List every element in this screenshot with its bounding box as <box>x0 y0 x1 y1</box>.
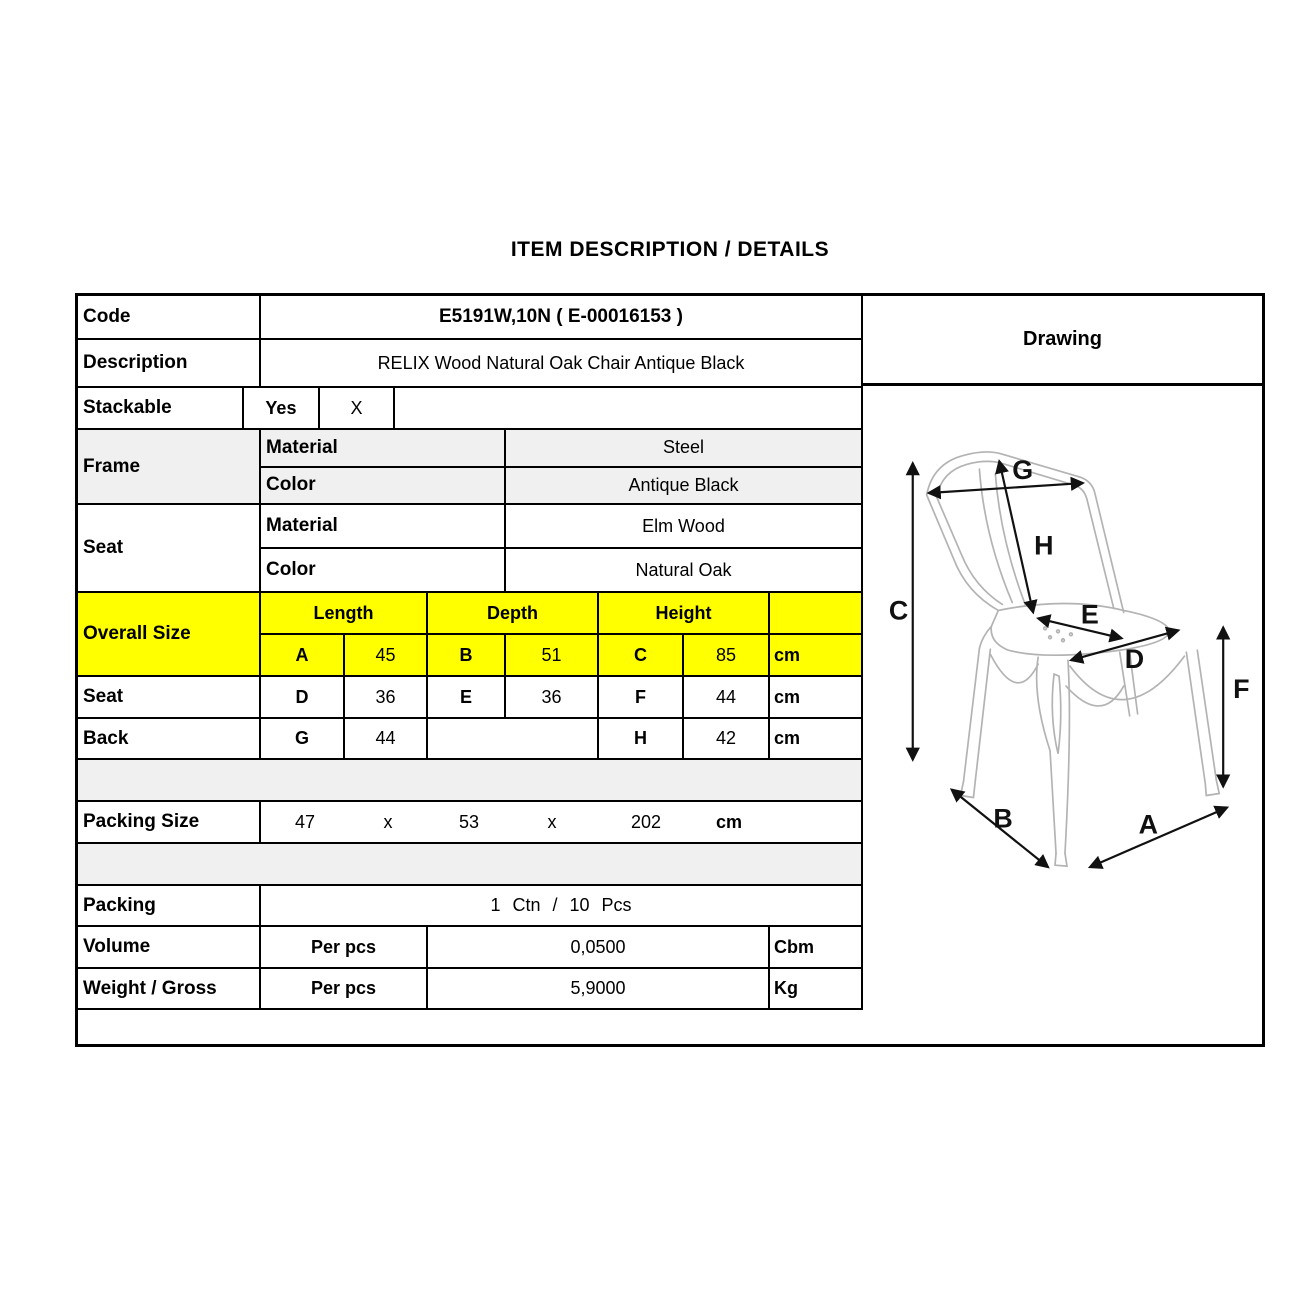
page-title: ITEM DESCRIPTION / DETAILS <box>510 238 830 261</box>
stackable-yes-label: Yes <box>244 388 320 428</box>
packing-size-sep2: x <box>547 811 557 832</box>
seat-material-value: Elm Wood <box>642 515 725 536</box>
seat-dims-label: Seat <box>78 677 261 717</box>
table-row-stackable <box>78 388 861 430</box>
empty-bottom-row <box>78 1010 1262 1044</box>
length-header: Length <box>261 593 428 633</box>
dim-value-g: 44 <box>345 719 428 758</box>
packing-size-sep1: x <box>383 811 393 832</box>
volume-per-label: Per pcs <box>261 927 428 967</box>
dim-label-b: B <box>993 803 1013 834</box>
dim-key-b: B <box>428 635 506 675</box>
dim-value-f: 44 <box>684 677 770 717</box>
seat-color-value: Natural Oak <box>635 559 732 580</box>
volume-value: 0,0500 <box>428 927 770 967</box>
table-row-back-dims <box>78 719 861 760</box>
weight-label: Weight / Gross <box>78 969 261 1008</box>
overall-size-unit: cm <box>774 644 801 665</box>
packing-size-width: 47 <box>294 811 316 832</box>
dim-key-c: C <box>599 635 684 675</box>
table-row-spacer-1 <box>78 760 861 802</box>
frame-label: Frame <box>78 430 261 503</box>
weight-per-label: Per pcs <box>261 969 428 1008</box>
frame-color-row <box>261 468 861 504</box>
table-row-seat-dims <box>78 677 861 719</box>
overall-size-values-row <box>261 635 861 675</box>
weight-value: 5,9000 <box>428 969 770 1008</box>
dim-value-e: 36 <box>506 677 599 717</box>
dim-key-f: F <box>599 677 684 717</box>
dim-label-c: C <box>888 595 909 626</box>
drawing-panel <box>861 296 1262 1010</box>
dim-key-e: E <box>428 677 506 717</box>
dim-label-f: F <box>1233 673 1250 704</box>
dim-label-h: H <box>1034 530 1054 561</box>
seat-color-label: Color <box>261 549 506 591</box>
back-dims-unit: cm <box>774 728 801 748</box>
table-row-description <box>78 340 861 388</box>
code-value: E5191W,10N ( E-00016153 ) <box>439 306 683 327</box>
overall-size-header-empty <box>770 593 861 633</box>
table-row-spacer-2 <box>78 844 861 886</box>
stackable-empty-cell <box>395 388 861 428</box>
dim-value-b: 51 <box>506 635 599 675</box>
dim-label-a: A <box>1138 809 1159 840</box>
packing-size-label: Packing Size <box>78 802 261 842</box>
seat-material-label: Material <box>261 505 506 547</box>
frame-material-row <box>261 430 861 468</box>
packing-size-height: 202 <box>630 811 662 832</box>
packing-label: Packing <box>78 886 261 925</box>
dim-value-h: 42 <box>684 719 770 758</box>
dim-label-e: E <box>1080 599 1099 630</box>
code-label: Code <box>78 296 261 338</box>
table-row-packing-size <box>78 802 861 844</box>
seat-material-row <box>261 505 861 549</box>
stackable-yes-mark: X <box>320 388 395 428</box>
dimension-arrows <box>913 461 1227 867</box>
spec-table-main <box>78 296 861 1010</box>
overall-size-label: Overall Size <box>78 593 261 675</box>
frame-material-label: Material <box>261 430 506 466</box>
table-block-seat <box>78 505 861 593</box>
table-row-packing <box>78 886 861 927</box>
frame-color-label: Color <box>261 468 506 504</box>
overall-size-header-row <box>261 593 861 635</box>
table-row-code <box>78 296 861 340</box>
drawing-header: Drawing <box>863 296 1262 386</box>
dim-key-a: A <box>261 635 345 675</box>
table-block-frame <box>78 430 861 505</box>
weight-unit: Kg <box>774 978 798 998</box>
back-dims-empty-cell <box>428 719 599 758</box>
chair-dimension-drawing <box>863 386 1262 1008</box>
height-header: Height <box>599 593 770 633</box>
seat-color-row <box>261 549 861 591</box>
seat-label: Seat <box>78 505 261 591</box>
volume-unit: Cbm <box>774 936 814 957</box>
table-row-weight <box>78 969 861 1010</box>
packing-value: 1 Ctn / 10 Pcs <box>490 895 632 915</box>
stackable-label: Stackable <box>78 388 244 428</box>
frame-color-value: Antique Black <box>628 474 739 495</box>
table-block-overall-size <box>78 593 861 677</box>
dim-key-d: D <box>261 677 345 717</box>
dim-key-h: H <box>599 719 684 758</box>
spec-table <box>75 293 1265 1047</box>
back-dims-label: Back <box>78 719 261 758</box>
packing-size-value <box>261 802 861 842</box>
depth-header: Depth <box>428 593 599 633</box>
dim-label-g: G <box>1012 455 1034 486</box>
dim-value-c: 85 <box>684 635 770 675</box>
dim-label-d: D <box>1124 644 1145 675</box>
dim-value-d: 36 <box>345 677 428 717</box>
frame-material-value: Steel <box>662 437 705 458</box>
dim-value-a: 45 <box>345 635 428 675</box>
seat-dims-unit: cm <box>774 686 801 707</box>
description-label: Description <box>78 340 261 386</box>
packing-size-unit: cm <box>715 811 742 832</box>
packing-size-depth: 53 <box>458 811 480 832</box>
description-value: RELIX Wood Natural Oak Chair Antique Black <box>377 352 745 373</box>
dim-arrow-a <box>1090 807 1227 867</box>
volume-label: Volume <box>78 927 261 967</box>
table-row-volume <box>78 927 861 969</box>
dim-key-g: G <box>261 719 345 758</box>
